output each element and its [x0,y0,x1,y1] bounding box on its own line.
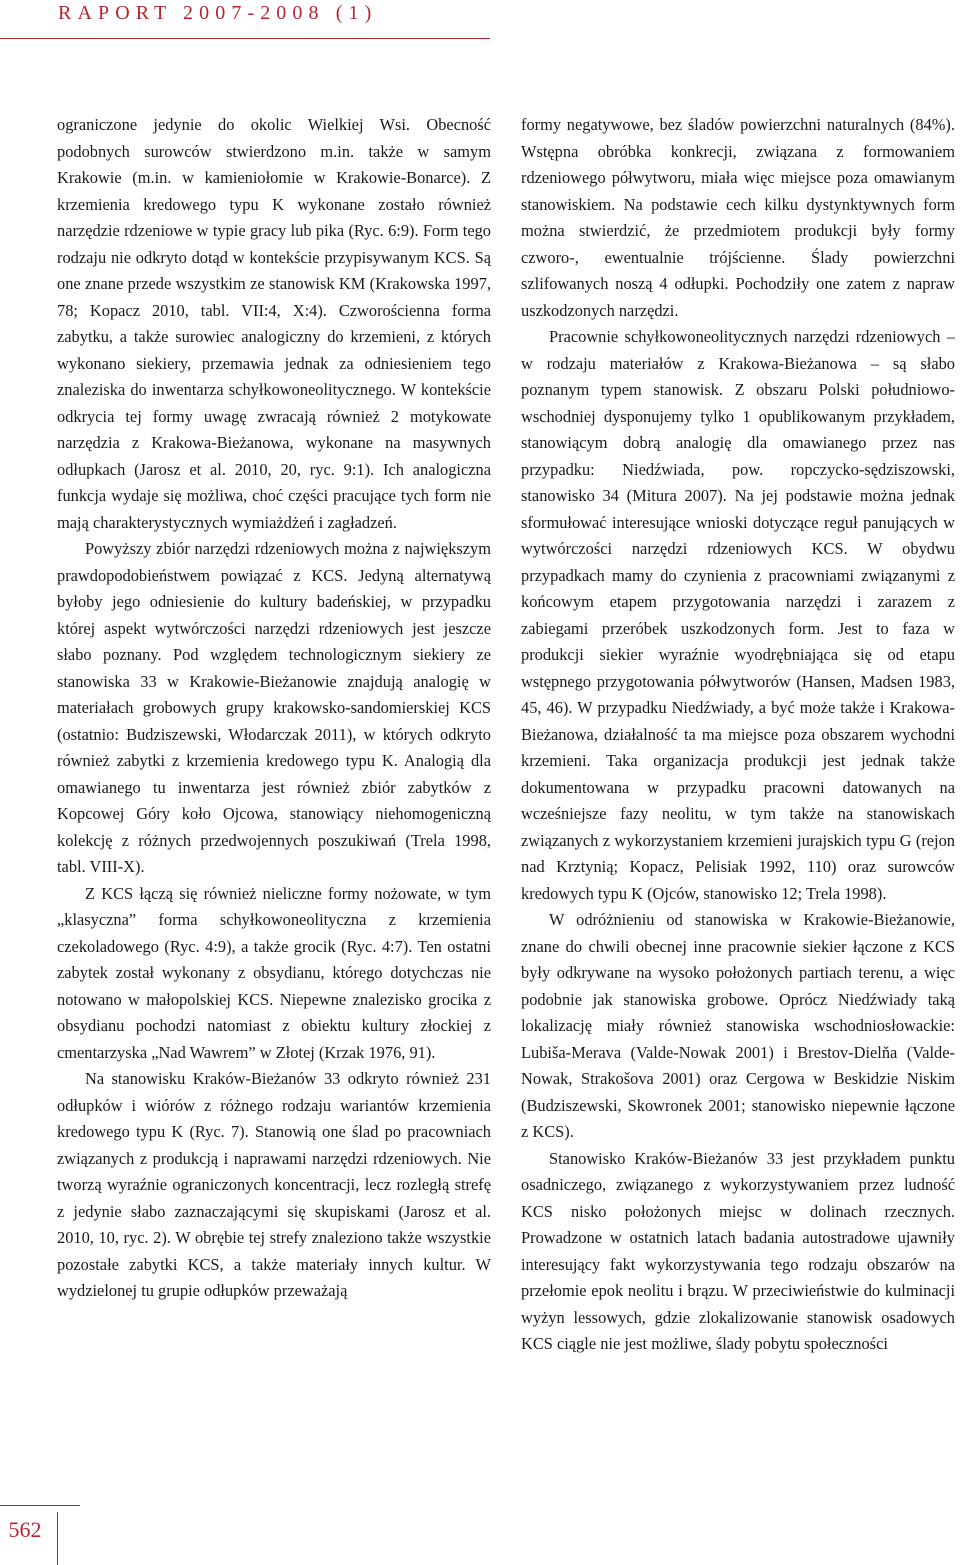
paragraph: Na stanowisku Kraków-Bieżanów 33 odkryto również 231 odłupków i wiórów z różnego rodzaju wariantów krzemienia kredowego typu K (Ryc. 7). Stanowią one ślad po pracowniach związanych z produkcją i naprawami narzędzi rdzeniowych. Nie tworzą wyraźnie ograniczonych koncentracji, lecz rozległą strefę z jedynie słabo zaznaczającymi się skupiskami (Jarosz et al. 2010, 10, ryc. 2). W obrębie tej strefy znaleziono także wszystkie pozostałe zabytki KCS, a także materiały innych kultur. W wydzielonej tu grupie odłupków przeważają [57,1069,491,1300]
paragraph: W odróżnieniu od stanowiska w Krakowie-Bieżanowie, znane do chwili obecnej inne pracownie siekier łączone z KCS były odkrywane na wysoko położonych partiach terenu, a więc podobnie jak stanowiska grobowe. Oprócz Niedźwiady taką lokalizację miały również stanowiska wschodniosłowackie: Lubiša-Merava (Valde-Nowak 2001) i Brestov-Dielňa (Valde-Nowak, Strakošova 2001) oraz Cergowa w Beskidzie Niskim (Budziszewski, Skowronek 2001; stanowisko niepewnie łączone z KCS). [521,910,955,1141]
page-number: 562 [8,1517,42,1542]
paragraph: formy negatywowe, bez śladów powierzchni naturalnych (84%). Wstępna obróbka konkrecji, związana z formowaniem rdzeniowego półwytworu, miała więc miejsce poza omawianym stanowiskiem. Na podstawie cech kilku dystynktywnych form można stwierdzić, że przedmiotem produkcji były formy czworo-, ewentualnie trójścienne. Ślady powierzchni szlifowanych noszą 4 odłupki. Pochodziły one zatem z napraw uszkodzonych narzędzi. [521,115,955,320]
paragraph: ograniczone jedynie do okolic Wielkiej Wsi. Obecność podobnych surowców stwierdzono m.in. także w samym Krakowie (m.in. w kamieniołomie w Krakowie-Bonarce). Z krzemienia kredowego typu K wykonane zostało również narzędzie rdzeniowe w typie gracy lub pika (Ryc. 6:9). Form tego rodzaju nie odkryto dotąd w kontekście przypisywanym KCS. Są one znane przede wszystkim ze stanowisk KM (Krakowska 1997, 78; Kopacz 2010, tabl. VII:4, X:4). Czworościenna forma zabytku, a także surowiec analogiczny do krzemieni, z których wykonano siekiery, przemawia jednak za odniesieniem tego znaleziska do inwentarza schyłkowoneolitycznego. W kontekście odkrycia tej formy uwagę zwracają również 2 motykowate narzędzia z Krakowa-Bieżanowa, wykonane na masywnych odłupkach (Jarosz et al. 2010, 20, ryc. 9:1). Ich analogiczna funkcja wydaje się możliwa, choć części pracujące tych form nie mają charakterystycznych wymiażdżeń i zagładzeń. [57,115,491,532]
footer-divider [57,1512,58,1565]
paragraph: Stanowisko Kraków-Bieżanów 33 jest przykładem punktu osadniczego, związanego z wykorzystywaniem przez ludność KCS nisko położonych miejsc w dolinach rzecznych. Prowadzone w ostatnich latach badania autostradowe ujawniły interesujący fakt wykorzystywania tego rodzaju obszarów na przełomie epok neolitu i brązu. W przeciwieństwie do kulminacji wyżyn lessowych, gdzie zlokalizowanie stanowisk osadowych KCS ciągle nie jest możliwe, ślady pobytu społeczności [521,1148,955,1353]
left-column [57,112,491,1305]
footer-rule [0,1505,80,1506]
right-column [521,112,955,1358]
paragraph: Powyższy zbiór narzędzi rdzeniowych można z największym prawdopodobieństwem powiązać z KCS. Jedyną alternatywą byłoby jego odniesienie do kultury badeńskiej, w przypadku której aspekt wytwórczości narzędzi rdzeniowych jest jeszcze słabo poznany. Pod względem technologicznym siekiery ze stanowiska 33 w Krakowie-Bieżanowie znajdują analogię w materiałach grobowych grupy krakowsko-sandomierskiej KCS (ostatnio: Budziszewski, Włodarczak 2011), w których odkryto również zabytki z krzemienia kredowego typu K. Analogią dla omawianego tu inwentarza jest również zbiór zabytków z Kopcowej Góry koło Ojcowa, stanowiący niehomogeniczną kolekcję z różnych przedwojennych poszukiwań (Trela 1998, tabl. VIII-X). [57,539,491,876]
running-header-title: RAPORT 2007-2008 (1) [58,2,378,24]
header-rule [0,38,490,39]
paragraph: Pracownie schyłkowoneolitycznych narzędzi rdzeniowych – w rodzaju materiałów z Krakowa-Bieżanowa – są słabo poznanym typem stanowisk. Z obszaru Polski południowo-wschodniej dysponujemy tylko 1 opublikowanym przykładem, stanowiącym dobrą analogię dla omawianego przez nas przypadku: Niedźwiada, pow. ropczycko-sędziszowski, stanowisko 34 (Mitura 2007). Na jej podstawie można jednak sformułować interesujące wnioski dotyczące reguł panujących w wytwórczości narzędzi rdzeniowych KCS. W obydwu przypadkach mamy do czynienia z pracowniami związanymi z końcowym etapem przygotowania narzędzi i zarazem z zabiegami przeróbek uszkodzonych form. Jest to faza w produkcji siekier wyraźnie wyodrębniająca się od etapu wstępnego przygotowania półwytworów (Hansen, Madsen 1983, 45, 46). W przypadku Niedźwiady, a być może także i Krakowa-Bieżanowa, działalność ta ma miejsce poza obszarem wychodni krzemieni. Taka organizacja produkcji jest jednak także dokumentowana w przypadku pracowni datowanych na wcześniejsze fazy neolitu, w tym także na stanowiskach związanych z wykorzystaniem krzemieni jurajskich typu G (rejon nad Krztynią; Kopacz, Pelisiak 1992, 110) oraz surowców kredowych typu K (Ojców, stanowisko 12; Trela 1998). [521,327,955,903]
paragraph: Z KCS łączą się również nieliczne formy nożowate, w tym „klasyczna” forma schyłkowoneolityczna z krzemienia czekoladowego (Ryc. 4:9), a także grocik (Ryc. 4:7). Ten ostatni zabytek został wykonany z obsydianu, którego dotychczas nie notowano w małopolskiej KCS. Niepewne znalezisko grocika z obsydianu pochodzi natomiast z obiektu kultury złockiej z cmentarzyska „Nad Wawrem” w Złotej (Krzak 1976, 91). [57,883,491,1062]
